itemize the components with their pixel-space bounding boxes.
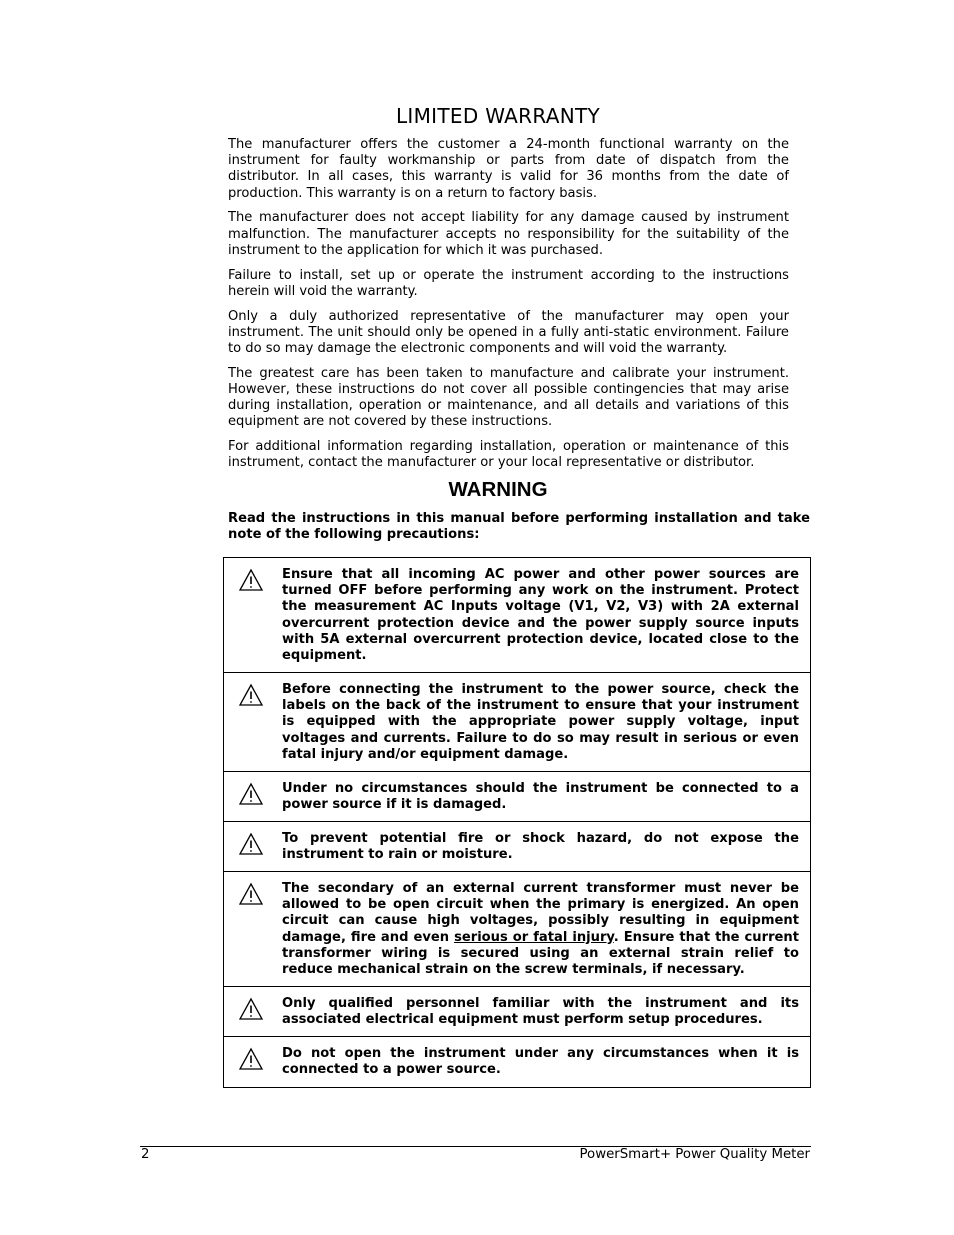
warning-triangle-icon — [238, 832, 264, 856]
warning-triangle-icon — [238, 782, 264, 806]
page-number: 2 — [141, 1147, 150, 1162]
precaution-row — [224, 1037, 810, 1087]
warning-triangle-icon — [238, 882, 264, 906]
precaution-text — [282, 881, 799, 978]
warning-title: WARNING — [448, 478, 548, 501]
precaution-row — [224, 872, 810, 987]
warning-triangle-icon — [238, 1047, 264, 1071]
precaution-row — [224, 558, 810, 673]
footer-product-name: PowerSmart+ Power Quality Meter — [579, 1147, 810, 1162]
precautions-table — [223, 557, 811, 1088]
warranty-section — [228, 137, 789, 480]
warranty-paragraph: Failure to install, set up or operate the instrument according to the instructions herein will void the warranty. — [228, 267, 789, 299]
warning-triangle-icon — [238, 997, 264, 1021]
warranty-paragraph: The greatest care has been taken to manufacture and calibrate your instrument. However, these instructions do not cover all possible contingencies that may arise during installation, operation or maintenance, and all details and variations of this equipment are not covered by these instructions. — [228, 365, 789, 430]
limited-warranty-title: LIMITED WARRANTY — [395, 104, 601, 128]
underlined-emphasis: serious or fatal injury — [454, 929, 614, 945]
precaution-text: Before connecting the instrument to the power source, check the labels on the back of the instrument to ensure that your instrument is equipped with the appropriate power supply voltage, input voltages and currents. Failure to do so may result in serious or even fatal injury and/or equipment damage. — [282, 682, 799, 762]
precaution-text: Under no circumstances should the instrument be connected to a power source if it is damaged. — [282, 781, 799, 813]
precaution-text: Only qualified personnel familiar with the instrument and its associated electrical equipment must perform setup procedures. — [282, 996, 799, 1028]
precaution-text: To prevent potential fire or shock hazard, do not expose the instrument to rain or moisture. — [282, 831, 799, 863]
precaution-row — [224, 822, 810, 872]
precaution-text: Do not open the instrument under any circumstances when it is connected to a power source. — [282, 1046, 799, 1078]
warranty-paragraph: Only a duly authorized representative of the manufacturer may open your instrument. The unit should only be opened in a fully anti-static environment. Failure to do so may damage the electronic components and will void the warranty. — [228, 308, 789, 357]
warranty-paragraph: The manufacturer does not accept liability for any damage caused by instrument malfunction. The manufacturer accepts no responsibility for the suitability of the instrument to the application for which it was purchased. — [228, 210, 789, 258]
precaution-text: Ensure that all incoming AC power and other power sources are turned OFF before performing any work on the instrument. Protect the measurement AC Inputs voltage (V1, V2, V3) with 2A external overcurrent protection device and the power supply source inputs with 5A external overcurrent protection device, located close to the equipment. — [282, 567, 799, 664]
warranty-paragraph: For additional information regarding installation, operation or maintenance of this instrument, contact the manufacturer or your local representative or distributor. — [228, 439, 789, 471]
precaution-text-part: . Ensure that the current transformer wiring is secured using an external strain relief to reduce mechanical strain on the screw terminals, if necessary. — [282, 929, 799, 978]
warranty-paragraph: The manufacturer offers the customer a 24-month functional warranty on the instrument for faulty workmanship or parts from date of dispatch from the distributor. In all cases, this warranty is valid for 36 months from the date of production. This warranty is on a return to factory basis. — [228, 137, 789, 201]
precaution-row — [224, 987, 810, 1037]
precaution-row — [224, 673, 810, 772]
warning-triangle-icon — [238, 683, 264, 707]
warning-triangle-icon — [238, 568, 264, 592]
precaution-text-part: The secondary of an external current transformer must never be allowed to be open circuit when the primary is energized. An open circuit can cause high voltages, possibly resulting in equipment damage, fire and even — [282, 881, 799, 945]
warning-intro: Read the instructions in this manual before performing installation and take note of the following precautions: — [228, 511, 810, 543]
precaution-row — [224, 772, 810, 822]
